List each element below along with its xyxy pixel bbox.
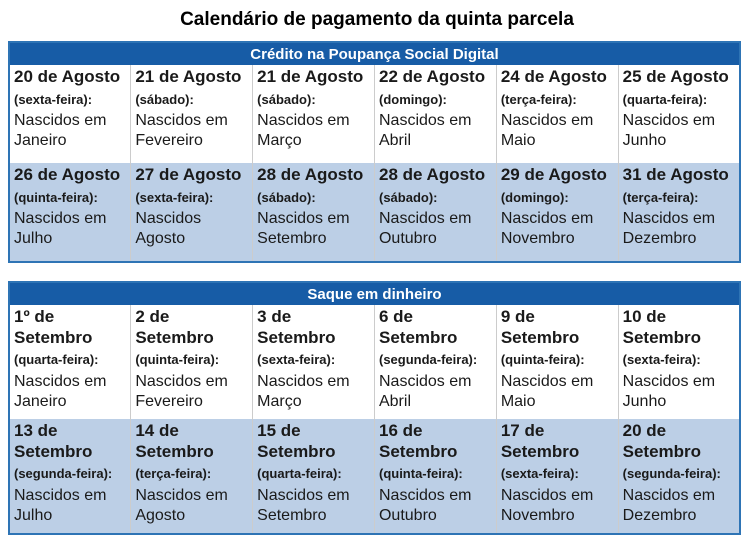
payment-weekday: (sábado): (378, 189, 438, 205)
birth-month-group: Nascidos em Outubro (378, 486, 472, 525)
payment-date: 10 de Setembro (622, 307, 702, 347)
page-title: Calendário de pagamento da quinta parcela (180, 9, 574, 30)
payment-date: 27 de Agosto (135, 165, 242, 184)
payment-weekday: (sábado): (257, 189, 316, 205)
calendar-table-poupanca-social-digital (8, 41, 741, 263)
payment-date: 31 de Agosto (622, 165, 729, 184)
calendar-cell (618, 305, 740, 419)
birth-month-group: Nascidos em Outubro (378, 209, 472, 248)
calendar-cell (374, 305, 496, 419)
calendar-table-saque-dinheiro (8, 281, 741, 535)
birth-month-group: Nascidos em Janeiro (14, 372, 107, 411)
birth-month-group: Nascidos em Agosto (135, 486, 228, 525)
payment-weekday: (segunda-feira): (622, 466, 721, 482)
calendar-cell (9, 419, 131, 534)
calendar-cell (496, 305, 618, 419)
calendar-cell (253, 419, 375, 534)
birth-month-group: Nascidos em Junho (622, 111, 716, 150)
payment-weekday: (sábado): (257, 91, 316, 107)
table-row (9, 419, 740, 534)
calendar-cell (374, 65, 496, 163)
birth-month-group: Nascidos em Setembro (257, 486, 350, 525)
calendar-cell (618, 419, 740, 534)
calendar-cell (131, 305, 253, 419)
calendar-cell (131, 419, 253, 534)
payment-date: 26 de Agosto (14, 165, 121, 184)
page (0, 9, 754, 558)
calendar-cell (618, 65, 740, 163)
payment-date: 14 de Setembro (135, 421, 214, 461)
payment-weekday: (quarta-feira): (622, 91, 708, 107)
payment-date: 21 de Agosto (257, 67, 364, 86)
birth-month-group: Nascidos em Maio (500, 372, 594, 411)
calendar-cell (618, 163, 740, 262)
payment-weekday: (terça-feira): (500, 91, 577, 107)
payment-date: 24 de Agosto (500, 67, 607, 86)
calendar-cell (131, 65, 253, 163)
birth-month-group: Nascidos em Abril (378, 372, 472, 411)
payment-weekday: (terça-feira): (135, 466, 212, 482)
birth-month-group: Nascidos em Dezembro (622, 209, 716, 248)
table-row (9, 65, 740, 163)
calendar-cell (374, 419, 496, 534)
payment-weekday: (quinta-feira): (378, 466, 463, 482)
birth-month-group: Nascidos em Fevereiro (135, 372, 228, 411)
table-section-header: Saque em dinheiro (9, 282, 740, 305)
calendar-cell (9, 305, 131, 419)
payment-weekday: (terça-feira): (622, 189, 699, 205)
calendar-cell (253, 65, 375, 163)
payment-date: 1º de Setembro (14, 307, 93, 347)
payment-weekday: (quinta-feira): (135, 352, 220, 368)
birth-month-group: Nascidos em Abril (378, 111, 472, 150)
birth-month-group: Nascidos em Março (257, 111, 350, 150)
birth-month-group: Nascidos em Novembro (500, 209, 594, 248)
calendar-cell (496, 419, 618, 534)
payment-weekday: (sexta-feira): (622, 352, 701, 368)
table-header-row (9, 42, 740, 65)
payment-date: 29 de Agosto (500, 165, 607, 184)
calendar-cell (9, 65, 131, 163)
payment-date: 22 de Agosto (378, 67, 486, 86)
payment-date: 3 de Setembro (257, 307, 336, 347)
payment-date: 20 de Setembro (622, 421, 702, 461)
birth-month-group: Nascidos em Junho (622, 372, 716, 411)
payment-weekday: (quinta-feira): (500, 352, 585, 368)
payment-weekday: (sexta-feira): (257, 352, 336, 368)
payment-weekday: (segunda-feira): (378, 352, 478, 368)
birth-month-group: Nascidos em Maio (500, 111, 594, 150)
payment-date: 25 de Agosto (622, 67, 729, 86)
birth-month-group: Nascidos em Fevereiro (135, 111, 228, 150)
payment-weekday: (domingo): (378, 91, 447, 107)
birth-month-group: Nascidos Agosto (135, 209, 202, 248)
birth-month-group: Nascidos em Julho (14, 486, 107, 525)
payment-weekday: (sexta-feira): (135, 189, 214, 205)
calendar-cell (9, 163, 131, 262)
table-section-header: Crédito na Poupança Social Digital (9, 42, 740, 65)
birth-month-group: Nascidos em Novembro (500, 486, 594, 525)
payment-weekday: (quinta-feira): (14, 189, 98, 205)
payment-weekday: (quarta-feira): (14, 352, 99, 368)
calendar-cell (374, 163, 496, 262)
payment-weekday: (sábado): (135, 91, 194, 107)
payment-weekday: (sexta-feira): (500, 466, 579, 482)
payment-date: 21 de Agosto (135, 67, 242, 86)
payment-weekday: (quarta-feira): (257, 466, 342, 482)
payment-weekday: (segunda-feira): (14, 466, 113, 482)
payment-weekday: (sexta-feira): (14, 91, 93, 107)
payment-date: 28 de Agosto (257, 165, 364, 184)
payment-date: 28 de Agosto (378, 165, 486, 184)
payment-date: 20 de Agosto (14, 67, 121, 86)
birth-month-group: Nascidos em Dezembro (622, 486, 716, 525)
table-row (9, 163, 740, 262)
table-header-row (9, 282, 740, 305)
payment-date: 17 de Setembro (500, 421, 580, 461)
payment-date: 6 de Setembro (378, 307, 458, 347)
birth-month-group: Nascidos em Março (257, 372, 350, 411)
calendar-cell (496, 65, 618, 163)
payment-date: 9 de Setembro (500, 307, 580, 347)
birth-month-group: Nascidos em Janeiro (14, 111, 107, 150)
payment-weekday: (domingo): (500, 189, 569, 205)
birth-month-group: Nascidos em Setembro (257, 209, 350, 248)
calendar-cell (131, 163, 253, 262)
payment-date: 15 de Setembro (257, 421, 336, 461)
calendar-cell (496, 163, 618, 262)
payment-date: 16 de Setembro (378, 421, 458, 461)
payment-date: 2 de Setembro (135, 307, 214, 347)
payment-date: 13 de Setembro (14, 421, 93, 461)
birth-month-group: Nascidos em Julho (14, 209, 107, 248)
calendar-cell (253, 163, 375, 262)
table-row (9, 305, 740, 419)
calendar-cell (253, 305, 375, 419)
